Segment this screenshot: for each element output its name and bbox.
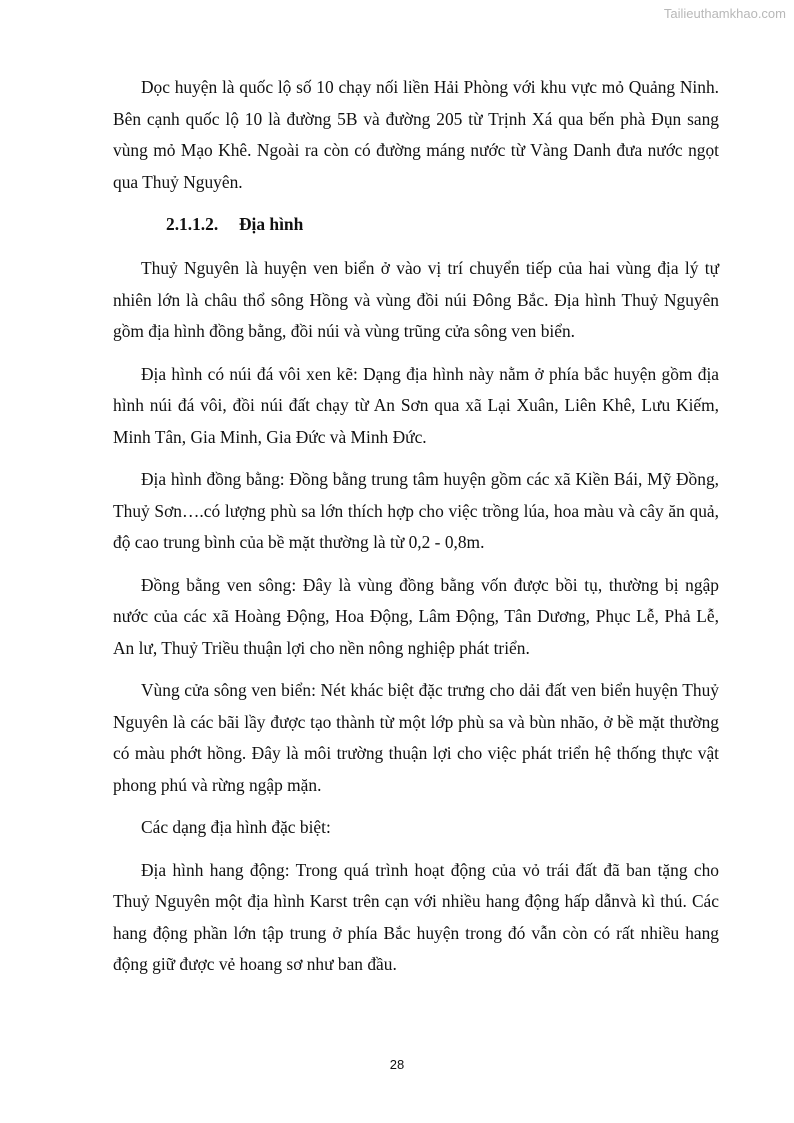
paragraph: Địa hình có núi đá vôi xen kẽ: Dạng địa hình này nằm ở phía bắc huyện gồm địa hình núi đá vôi, đồi núi đất chạy từ An Sơn qua xã Lại Xuân, Liên Khê, Lưu Kiếm, Minh Tân, Gia Minh, Gia Đức và Minh Đức. bbox=[113, 363, 719, 447]
intro-paragraph: Dọc huyện là quốc lộ số 10 chạy nối liền Hải Phòng với khu vực mỏ Quảng Ninh. Bên cạnh quốc lộ 10 là đường 5B và đường 205 từ Trịnh Xá qua bến phà Đụn sang vùng mỏ Mạo Khê. Ngoài ra còn có đường máng nước từ Vàng Danh đưa nước ngọt qua Thuỷ Nguyên. bbox=[113, 77, 719, 192]
paragraph: Đồng bằng ven sông: Đây là vùng đồng bằng vốn được bồi tụ, thường bị ngập nước của các xã Hoàng Động, Hoa Động, Lâm Động, Tân Dương, Phục Lễ, Phả Lễ, An lư, Thuỷ Triều thuận lợi cho nền nông nghiệp phát triển. bbox=[113, 574, 719, 658]
paragraph: Vùng cửa sông ven biển: Nét khác biệt đặc trưng cho dải đất ven biển huyện Thuỷ Nguyên là các bãi lầy được tạo thành từ một lớp phù sa và bùn nhão, ở bề mặt thường có màu phớt hồng. Đây là môi trường thuận lợi cho việc phát triển hệ thống thực vật phong phú và rừng ngập mặn. bbox=[113, 680, 719, 795]
section-heading bbox=[113, 209, 719, 239]
paragraph: Địa hình hang động: Trong quá trình hoạt động của vỏ trái đất đã ban tặng cho Thuỷ Nguyên một địa hình Karst trên cạn với nhiều hang động hấp dẫnvà kì thú. Các hang động phần lớn tập trung ở phía Bắc huyện trong đó vẫn còn có rất nhiều hang động giữ được vẻ hoang sơ như ban đầu. bbox=[113, 859, 719, 974]
section-title: Địa hình bbox=[239, 214, 304, 234]
paragraph: Thuỷ Nguyên là huyện ven biển ở vào vị trí chuyển tiếp của hai vùng địa lý tự nhiên lớn là châu thổ sông Hồng và vùng đồi núi Đông Bắc. Địa hình Thuỷ Nguyên gồm địa hình đồng bằng, đồi núi và vùng trũng cửa sông ven biển. bbox=[113, 258, 719, 341]
watermark: Tailieuthamkhao.com bbox=[663, 6, 786, 21]
paragraph: Địa hình đồng bằng: Đồng bằng trung tâm huyện gồm các xã Kiền Bái, Mỹ Đồng, Thuỷ Sơn….có lượng phù sa lớn thích hợp cho việc trồng lúa, hoa màu và cây ăn quả, độ cao trung bình của bề mặt thường là từ 0,2 - 0,8m. bbox=[113, 469, 719, 552]
document-body bbox=[113, 72, 719, 992]
paragraph: Các dạng địa hình đặc biệt: bbox=[141, 817, 331, 837]
page-number: 28 bbox=[389, 1057, 405, 1072]
section-number: 2.1.1.2. bbox=[166, 214, 219, 234]
